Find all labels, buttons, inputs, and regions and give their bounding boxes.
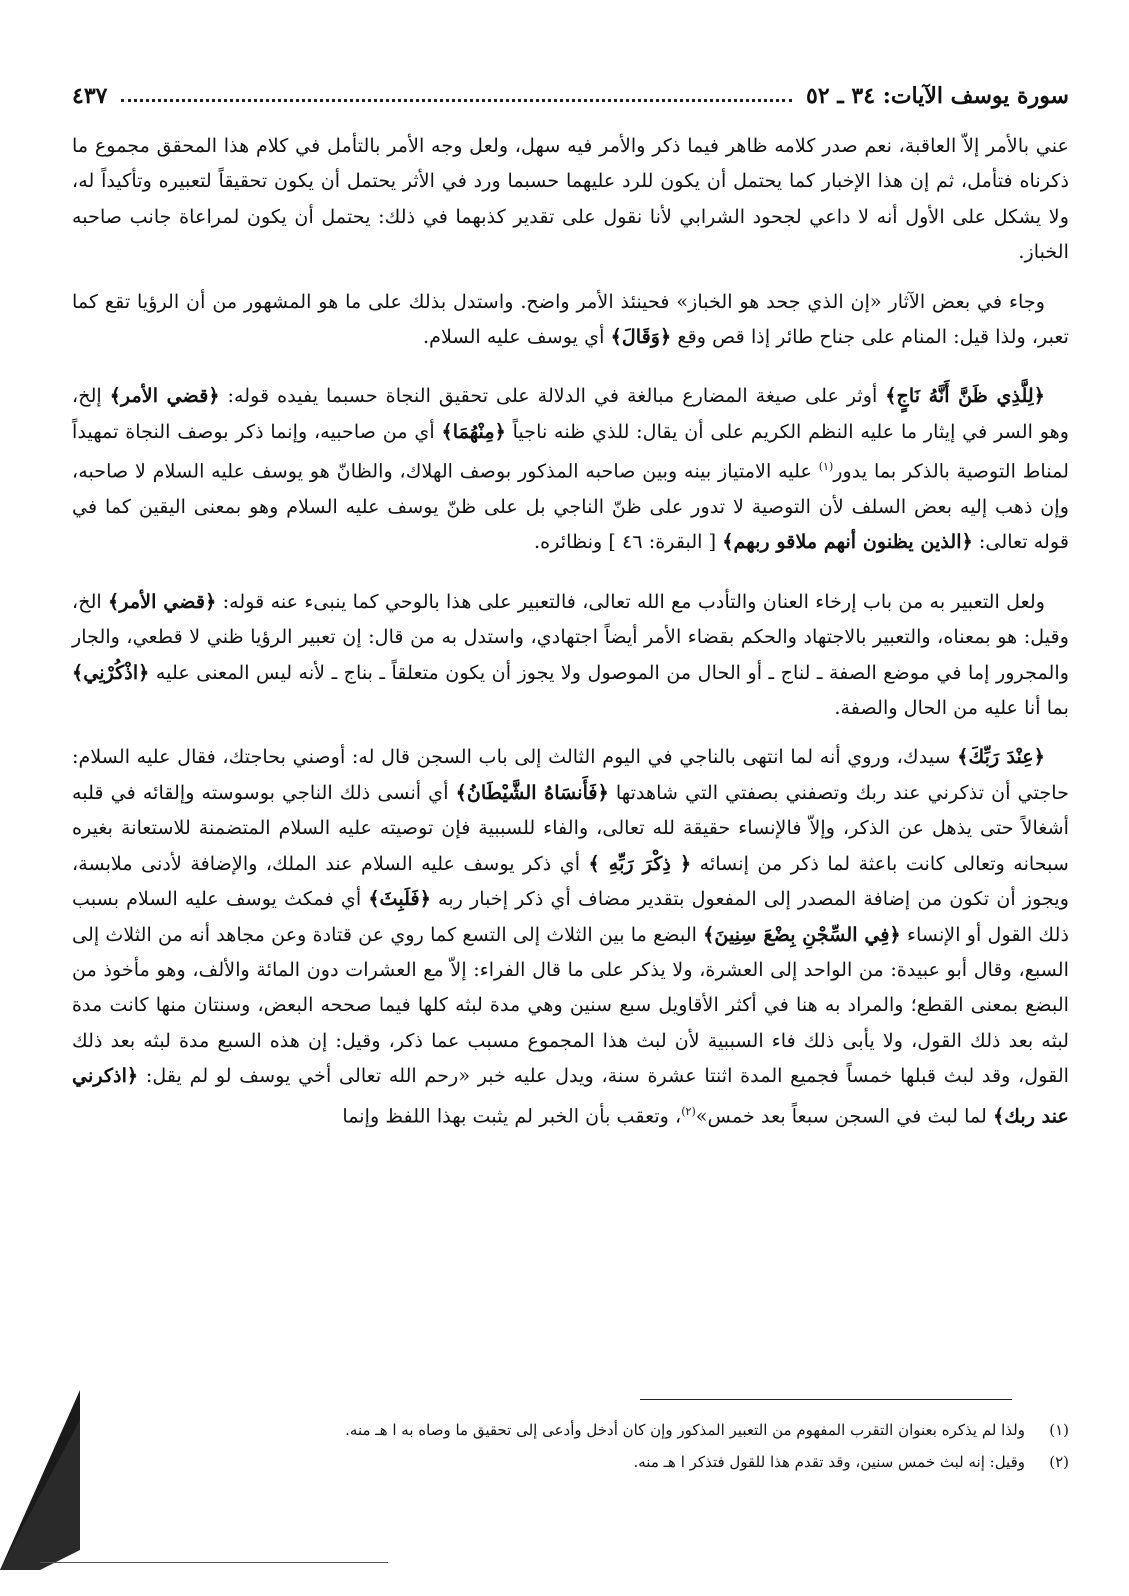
paragraph-text: ، وتعقب بأن الخبر لم يثبت بهذا اللفظ وإنما bbox=[342, 1103, 682, 1127]
quran-quote: ﴿فَلَبِثَ﴾ bbox=[368, 887, 431, 911]
footnote-separator bbox=[640, 1399, 1012, 1400]
leader-dots bbox=[121, 99, 792, 102]
footnote-text: وقيل: إنه لبث خمس سنين، وقد تقدم هذا للقول فتذكر ا هـ منه. bbox=[633, 1453, 1025, 1471]
paragraph-4 bbox=[72, 584, 1069, 726]
footnote-ref-1: (١) bbox=[818, 460, 834, 474]
paragraph-text: لما لبث في السجن سبعاً بعد خمس» bbox=[695, 1103, 987, 1127]
quran-quote: ﴿وَقَالَ﴾ bbox=[610, 325, 672, 349]
paragraph-1 bbox=[72, 128, 1069, 270]
quran-quote: ﴿فِي السِّجْنِ بِضْعَ سِنِينَ﴾ bbox=[703, 922, 901, 946]
page-number: ٤٣٧ bbox=[72, 83, 108, 109]
quran-quote: ﴿فَأَنسَاهُ الشَّيْطَانُ﴾ bbox=[455, 780, 609, 804]
paragraph-text: أي فمكث يوسف عليه السلام بسبب ذلك القول أو الإنساء bbox=[72, 887, 1069, 946]
paragraph-text: أي من صاحبيه، وإنما ذكر بوصف النجاة تمهيداً لمناط التوصية بالذكر بما يدور bbox=[72, 419, 1070, 483]
paragraph-text: عني بالأمر إلاّ العاقبة، نعم صدر كلامه ظاهر فيما ذكر والأمر فيه سهل، ولعل وجه الأمر بالتأمل في كلام هذا المحقق مجموع ما ذكرناه فتأمل، ثم إن هذا الإخبار كما يحتمل أن يكون للرد عليهما حسبما ورد في الأثر يحتمل أن يكون تحقيقاً لتعبيره وتأكيداً له، ولا يشكل على الأول أنه لا داعي لجحود الشرابي لأنا نقول على تقدير كذبهما في ذلك: يحتمل أن يكون لمراعاة جانب صاحبه الخباز. bbox=[72, 134, 1069, 264]
footnotes bbox=[150, 1414, 1069, 1478]
paragraph-5 bbox=[72, 739, 1069, 1133]
paragraph-text: ولعل التعبير به من باب إرخاء العنان والتأدب مع الله تعالى، فالتعبير على هذا بالوحي كما ينبىء عنه قوله: bbox=[222, 589, 1045, 613]
scan-corner-shadow bbox=[0, 1390, 80, 1570]
footnote-number: (٢) bbox=[1049, 1453, 1069, 1471]
quran-quote: ﴿الذين يظنون أنهم ملاقو ربهم﴾ bbox=[722, 530, 973, 554]
paragraph-text: الخ، وقيل: هو بمعناه، والتعبير بالاجتهاد والحكم بقضاء الأمر أيضاً اجتهادي، واستدل به من قال: إن تعبير الرؤيا ظني لا قطعي، والجار والمجرور إما في موضع الصفة ـ لناج ـ أو الحال من الموصول ولا يجوز أن يكون متعلقاً ـ بناج ـ لأنه ليس المعنى عليه bbox=[72, 589, 1069, 684]
running-header bbox=[72, 78, 1069, 114]
paragraph-text: أي ذكر يوسف عليه السلام عند الملك، والإضافة لأدنى ملابسة، ويجوز أن تكون من إضافة المصدر إلى المفعول بتقدير مضاف أي ذكر إخبار ربه bbox=[72, 851, 1069, 911]
paragraph-text: أي يوسف عليه السلام. bbox=[423, 325, 605, 349]
main-text bbox=[72, 128, 1069, 1147]
quran-quote: ﴿اذكرني عند ربك﴾ bbox=[72, 1064, 1069, 1127]
quran-quote: ﴿قضي الأمر﴾ bbox=[109, 384, 220, 408]
paragraph-text: بما أنا عليه من الحال والصفة. bbox=[834, 696, 1069, 720]
paragraph-text: سيدك، وروي أنه لما انتهى بالناجي في اليوم الثالث إلى باب السجن قال له: أوصني بحاجتك، فقال عليه السلام: حاجتي أن تذكرني عند ربك وتصفني بصفتي التي شاهدتها bbox=[72, 745, 1069, 804]
quran-quote: ﴿اذْكُرْنِي﴾ bbox=[72, 660, 150, 684]
footnote-text: ولذا لم يذكره بعنوان التقرب المفهوم من التعبير المذكور وإن كان أدخل وأدعى إلى تحقيق ما وصاه به ا هـ منه. bbox=[345, 1421, 1025, 1439]
scan-edge-line bbox=[40, 1562, 388, 1563]
paragraph-text: أوثر على صيغة المضارع مبالغة في الدلالة على تحقيق النجاة حسبما يفيده قوله: bbox=[227, 384, 878, 408]
footnote-ref-2: (٢) bbox=[681, 1104, 696, 1118]
footnote-number: (١) bbox=[1049, 1421, 1069, 1439]
footnote-1 bbox=[150, 1414, 1069, 1446]
quran-quote: ﴿عِنْدَ رَبِّكَ﴾ bbox=[957, 745, 1045, 769]
quran-quote: ﴿ ذِكْرَ رَبِّهِ ﴾ bbox=[588, 851, 692, 875]
paragraph-3 bbox=[72, 378, 1069, 559]
paragraph-text: إلخ، وهو السر في إيثار ما عليه النظم الكريم على أن يقال: للذي ظنه ناجياً bbox=[72, 384, 1069, 443]
paragraph-text: البضع ما بين الثلاث إلى التسع كما روي عن قتادة وعن مجاهد أنه من الثلاث إلى السبع، وقال أبو عبيدة: من الواحد إلى العشرة، ولا يذكر على ما قال الفراء: إلاّ مع العشرات دون المائة والألف، وهو مأخوذ من البضع بمعنى القطع؛ والمراد به هنا في أكثر الأقاويل سبع سنين وهي مدة لبثه كلها فيما صححه البعض، وسنتان منها كانت مدة لبثه بعد ذلك القول، ولا يأبى ذلك فاء السببية لأن لبث هذا المجموع مسبب عما ذكر، وقيل: إن هذه السبع مدة لبثه بعد ذلك القول، وقد لبث قبلها خمساً فجميع المدة اثنتا عشرة سنة، ويدل عليه خبر «رحم الله تعالى أخي يوسف لو لم يقل: bbox=[72, 922, 1069, 1088]
quran-quote: ﴿لِلَّذِي ظَنَّ أَنَّهُ نَاجٍ﴾ bbox=[885, 384, 1045, 408]
quran-quote: ﴿قضي الأمر﴾ bbox=[108, 589, 217, 613]
quran-quote: ﴿مِنْهُمَا﴾ bbox=[441, 419, 506, 443]
paragraph-text: [ البقرة: ٤٦ ] ونظائره. bbox=[534, 530, 717, 554]
paragraph-text: عليه الامتياز بينه وبين صاحبه المذكور بوصف الهلاك، والظانّ هو يوسف عليه السلام لا صاحبه، وإن ذهب إليه بعض السلف لأن التوصية لا تدور على ظنّ الناجي بل على ظنّ يوسف عليه السلام وهو بمعنى اليقين كما في قوله تعالى: bbox=[72, 459, 1069, 554]
footnote-2 bbox=[150, 1446, 1069, 1478]
paragraph-text: أي أنسى ذلك الناجي بوسوسته وإلقائه في قلبه أشغالاً حتى يذهل عن الذكر، وإلاّ فالإنساء حقيقة لله تعالى، والفاء للسببية فإن توصيته عليه السلام المتضمنة للاستعانة بغيره سبحانه وتعالى كانت باعثة لما ذكر من إنسائه bbox=[72, 780, 1070, 875]
paragraph-2 bbox=[72, 284, 1069, 355]
paragraph-text: وجاء في بعض الآثار «إن الذي جحد هو الخباز» فحينئذ الأمر واضح. واستدل بذلك على ما هو المشهور من أن الرؤيا تقع كما تعبر، ولذا قيل: المنام على جناح طائر إذا قص وقع bbox=[72, 289, 1069, 349]
surah-title: سورة يوسف الآيات: ٣٤ ـ ٥٢ bbox=[806, 83, 1069, 109]
